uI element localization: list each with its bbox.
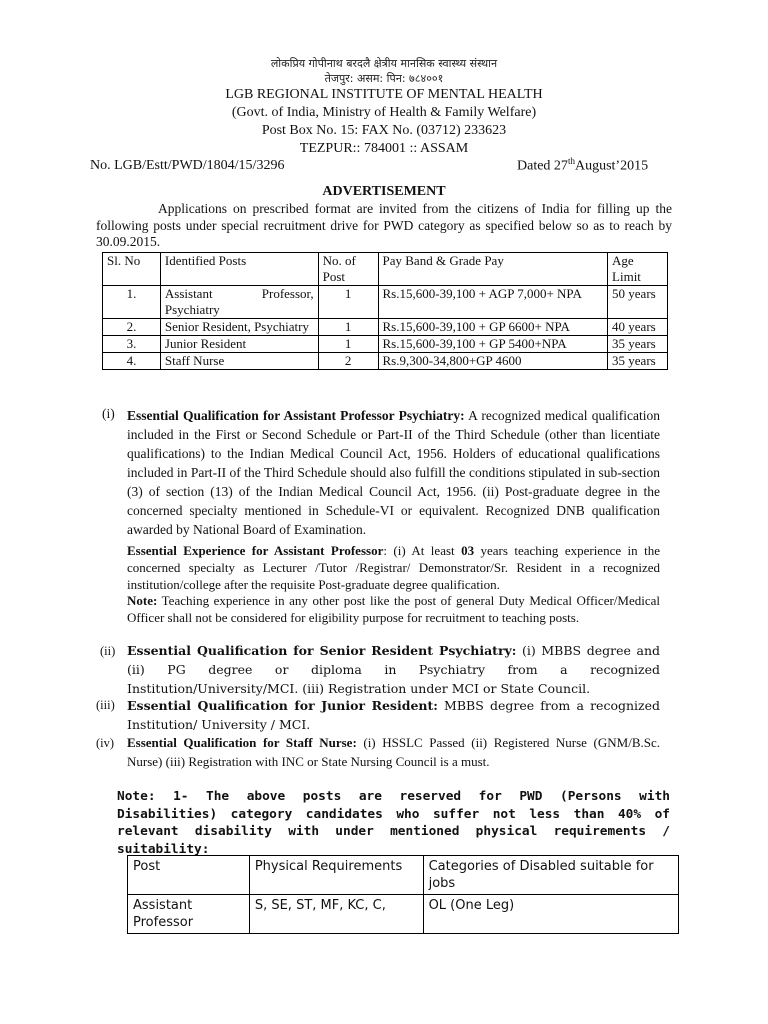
cell-post: Senior Resident, Psychiatry (160, 319, 318, 336)
qual-i-text: A recognized medical qualification included in the First or Second Schedule or Part-II of the Third Schedule (other than licentiate qualifications) to the Indian Medical Council Act, 1956. Holders of educational qualifications included in Part-II of the Third Schedule should also fulfill the conditions stipulated in sub-section (3) of section (13) of the Indian Medical Council Act, 1956. (ii) Post-graduate degree in the concerned specialty mentioned in Schedule-VI or equivalent. Recognized DNB qualification awarded by National Board of Examination. (127, 408, 660, 537)
date-prefix: Dated 27 (517, 158, 568, 174)
qual-ii-heading: Essential Qualification for Senior Resident Psychiatry: (127, 643, 517, 658)
header-post: Post (128, 856, 250, 895)
cell-num: 1 (318, 319, 378, 336)
cell-categories: OL (One Leg) (423, 895, 678, 934)
qualification-staff-nurse (127, 733, 660, 771)
cell-age: 40 years (608, 319, 668, 336)
qual-iv-text: (i) HSSLC Passed (ii) Registered Nurse (GNM/B.Sc. Nurse) (iii) Registration with INC or State Nursing Council is a must. (127, 735, 660, 769)
disability-table (127, 855, 679, 934)
cell-age: 50 years (608, 286, 668, 319)
marker-iv: (iv) (96, 736, 115, 750)
cell-post: Junior Resident (160, 336, 318, 353)
cell-pay: Rs.15,600-39,100 + GP 6600+ NPA (378, 319, 608, 336)
posts-table-header (103, 253, 668, 286)
table-row (103, 353, 668, 370)
hindi-header (0, 56, 768, 86)
header-physical-requirements: Physical Requirements (249, 856, 423, 895)
date-sup: th (567, 156, 575, 166)
header-num: No. of Post (318, 253, 378, 286)
cell-post: Assistant Professor (128, 895, 250, 934)
cell-num: 2 (318, 353, 378, 370)
advertisement-title: ADVERTISEMENT (322, 184, 446, 199)
cell-num: 1 (318, 336, 378, 353)
cell-age: 35 years (608, 353, 668, 370)
qualification-assistant-professor (127, 406, 660, 539)
date-suffix: August’2015 (574, 158, 649, 174)
qual-iii-text: MBBS degree from a recognized Institution/ University / MCI. (127, 698, 661, 732)
exp-text-b: years teaching experience in the concerned specialty as Lecturer /Tutor /Registrar/ Demonstrator/Sr. Resident in a recognized institution/college after the requisite Post-graduate degree qualification. (127, 543, 660, 592)
table-row (103, 319, 668, 336)
cell-physical-requirements: S, SE, ST, MF, KC, C, (249, 895, 423, 934)
header-sl: Sl. No (103, 253, 161, 286)
cell-pay: Rs.15,600-39,100 + GP 5400+NPA (378, 336, 608, 353)
experience-assistant-professor (127, 542, 660, 593)
table-row (103, 286, 668, 319)
pwd-reservation-note: Note: 1- The above posts are reserved for PWD (Persons with Disabilities) category candidates who suffer not less than 40% of relevant disability with under mentioned physical requirements / suitability: (117, 789, 670, 857)
qual-i-heading: Essential Qualification for Assistant Professor Psychiatry: (127, 408, 465, 423)
hindi-address: तेजपुर: असम: पिन: ७८४००१ (324, 72, 444, 85)
qualification-junior-resident (127, 696, 660, 734)
marker-ii: (ii) (100, 644, 116, 658)
advertisement-intro: Applications on prescribed format are invited from the citizens of India for filling up the following posts under special recruitment drive for PWD category as specified below so as to reach by 30.09.2015. (96, 201, 672, 249)
qual-iii-heading: Essential Qualification for Junior Resident: (127, 698, 438, 713)
cell-sl: 4. (103, 353, 161, 370)
header-pay: Pay Band & Grade Pay (378, 253, 608, 286)
marker-i: (i) (102, 406, 115, 421)
marker-iii: (iii) (96, 698, 115, 712)
reference-number: No. LGB/Estt/PWD/1804/15/3296 (90, 158, 285, 173)
exp-heading: Essential Experience for Assistant Professor (127, 543, 384, 558)
qual-ii-text: (i) MBBS degree and (ii) PG degree or diploma in Psychiatry from a recognized Institution/University/MCI. (iii) Registration under MCI or State Council. (127, 643, 660, 696)
cell-num: 1 (318, 286, 378, 319)
table-row (103, 336, 668, 353)
govt-ministry: (Govt. of India, Ministry of Health & Family Welfare) (231, 105, 537, 120)
cell-post: Assistant Professor, Psychiatry (160, 286, 318, 319)
posts-table (102, 252, 668, 370)
cell-sl: 2. (103, 319, 161, 336)
cell-age: 35 years (608, 336, 668, 353)
cell-sl: 3. (103, 336, 161, 353)
disability-table-header (128, 856, 679, 895)
cell-pay: Rs.9,300-34,800+GP 4600 (378, 353, 608, 370)
qualification-senior-resident (127, 641, 660, 698)
header-age: Age Limit (608, 253, 668, 286)
cell-sl: 1. (103, 286, 161, 319)
header-post: Identified Posts (160, 253, 318, 286)
note-text: Teaching experience in any other post like the post of general Duty Medical Officer/Medical Officer shall not be considered for eligibility purpose for recruitment to teaching posts. (127, 593, 660, 625)
qual-iv-heading: Essential Qualification for Staff Nurse: (127, 735, 357, 750)
note-label: Note: (127, 593, 158, 608)
postbox-fax: Post Box No. 15: FAX No. (03712) 233623 (261, 123, 507, 138)
header-categories: Categories of Disabled suitable for jobs (423, 856, 678, 895)
city-address: TEZPUR:: 784001 :: ASSAM (299, 141, 469, 156)
table-row (128, 895, 679, 934)
teaching-note (127, 592, 660, 626)
cell-post: Staff Nurse (160, 353, 318, 370)
exp-text-a: : (i) At least (383, 543, 462, 558)
letter-date (517, 156, 648, 175)
exp-years: 03 (461, 543, 475, 558)
institute-name: LGB REGIONAL INSTITUTE OF MENTAL HEALTH (225, 87, 543, 102)
hindi-institute-name: लोकप्रिय गोपीनाथ बरदलै क्षेत्रीय मानसिक स्वास्थ्य संस्थान (270, 57, 498, 70)
cell-pay: Rs.15,600-39,100 + AGP 7,000+ NPA (378, 286, 608, 319)
